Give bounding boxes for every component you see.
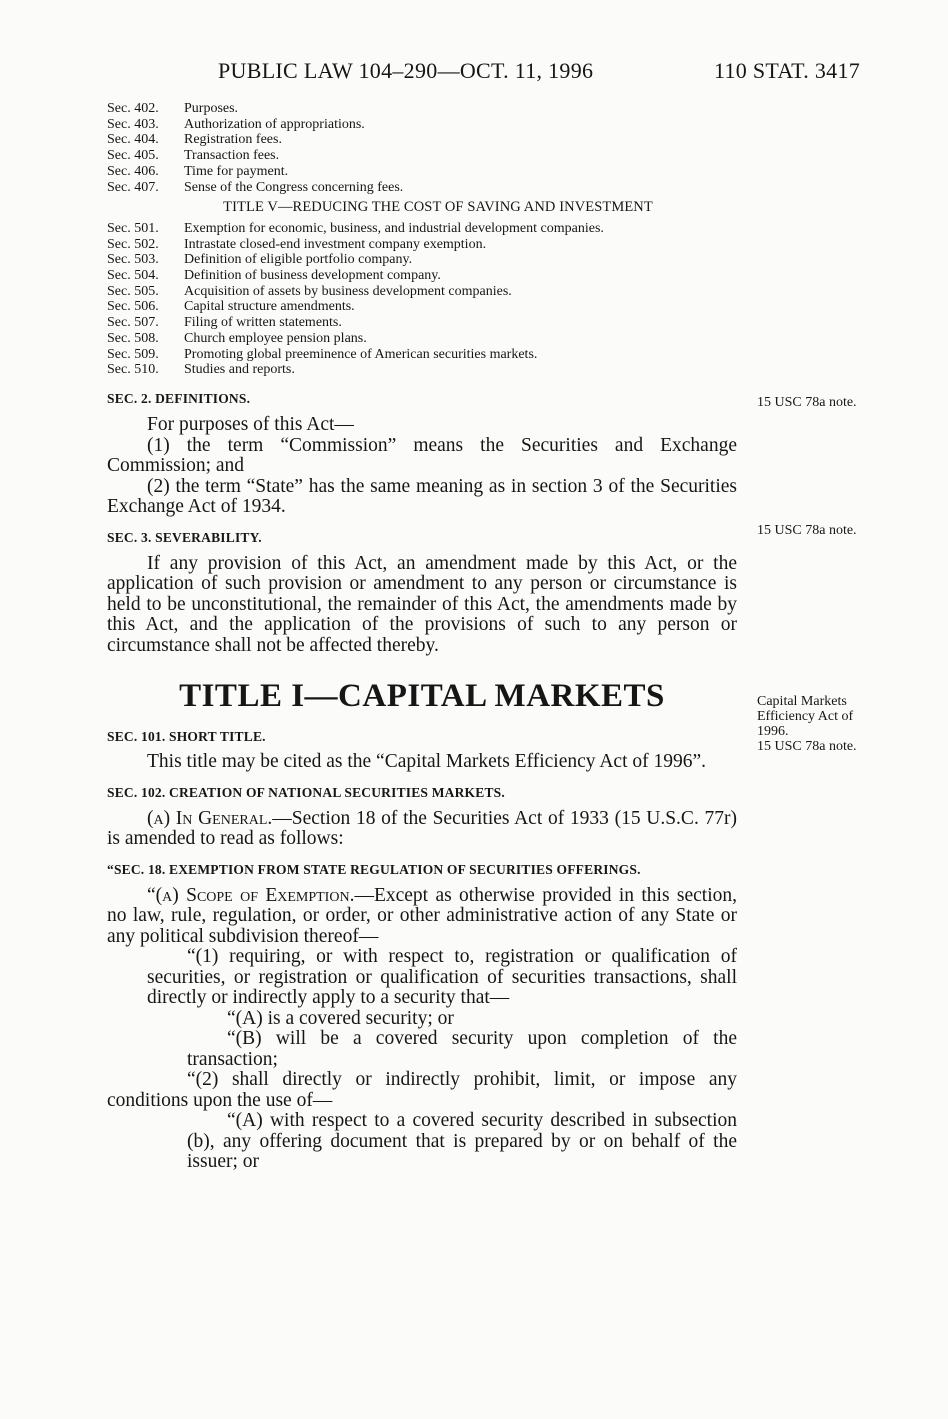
- paragraph-1-b: “(B) will be a covered security upon completion of the transaction;: [187, 1028, 737, 1070]
- section-101-heading: SEC. 101. SHORT TITLE.: [107, 729, 266, 744]
- margin-note-sec3: 15 USC 78a note.: [757, 523, 857, 538]
- section-102-a-text: —Section 18 of the Securities Act of 1933 (15 U.S.C. 77r) is amended to read as follows:: [107, 807, 737, 849]
- margin-note-sec2: 15 USC 78a note.: [757, 395, 857, 410]
- section-2-item-2: (2) the term “State” has the same meaning as in section 3 of the Securities Exchange Act of 1934.: [107, 475, 737, 517]
- running-header: [0, 58, 948, 88]
- toc-item: Sec. 505. Acquisition of assets by business development companies.: [107, 283, 512, 299]
- paragraph-1-a: “(A) is a covered security; or: [227, 1007, 454, 1029]
- section-3-text: If any provision of this Act, an amendment made by this Act, or the application of such provision or amendment to any person or circumstance is held to be unconstitutional, the remainder of this Act, the amendments made by this Act, and the application of the provisions of such to any person or circumstance shall not be affected thereby.: [107, 552, 737, 656]
- paragraph-2-a: “(A) with respect to a covered security described in subsection (b), any offering document that is prepared by or on behalf of the issuer; or: [187, 1110, 737, 1172]
- statute-body: [107, 385, 737, 1173]
- paragraph-2: “(2) shall directly or indirectly prohibit, limit, or impose any conditions upon the use of—: [107, 1069, 737, 1111]
- toc-item: Sec. 503. Definition of eligible portfolio company.: [107, 252, 413, 268]
- toc-item: Sec. 502. Intrastate closed-end investment company exemption.: [107, 236, 487, 252]
- toc-item: Sec. 501. Exemption for economic, business, and industrial development companies.: [107, 220, 604, 236]
- table-of-contents: [107, 101, 747, 378]
- section-101-text: This title may be cited as the “Capital Markets Efficiency Act of 1996”.: [147, 751, 707, 772]
- toc-item: Sec. 407. Sense of the Congress concerning fees.: [107, 179, 404, 195]
- margin-note-line: Capital Markets: [757, 694, 847, 709]
- toc-item: Sec. 510. Studies and reports.: [107, 362, 295, 378]
- scope-label: “(a) Scope of Exemption.: [147, 884, 355, 906]
- toc-item: Sec. 402. Purposes.: [107, 101, 239, 116]
- section-3-heading: SEC. 3. SEVERABILITY.: [107, 529, 262, 545]
- section-18-heading: “SEC. 18. EXEMPTION FROM STATE REGULATION OF SECURITIES OFFERINGS.: [107, 861, 641, 877]
- title-i-heading: TITLE I—CAPITAL MARKETS: [179, 678, 665, 714]
- margin-note-line: 1996.: [757, 724, 789, 739]
- toc-item: Sec. 504. Definition of business development company.: [107, 268, 441, 284]
- toc-item: Sec. 509. Promoting global preeminence of American securities markets.: [107, 346, 538, 362]
- toc-item: Sec. 405. Transaction fees.: [107, 148, 280, 164]
- toc-item: Sec. 403. Authorization of appropriations.: [107, 116, 365, 132]
- section-102-a-label: (a) In General.: [147, 807, 273, 829]
- paragraph-1: “(1) requiring, or with respect to, registration or qualification of securities, or registration or qualification of securities transactions, shall directly or indirectly apply to a security that—: [147, 946, 737, 1008]
- margin-note-line: Efficiency Act of: [757, 709, 854, 724]
- toc-item: Sec. 404. Registration fees.: [107, 132, 282, 148]
- toc-item: Sec. 506. Capital structure amendments.: [107, 299, 355, 315]
- section-2-intro: For purposes of this Act—: [147, 414, 354, 435]
- margin-note-title1: [757, 694, 857, 754]
- toc-item: Sec. 508. Church employee pension plans.: [107, 330, 367, 346]
- margin-note-line: 15 USC 78a note.: [757, 739, 857, 754]
- header-law-citation: PUBLIC LAW 104–290—OCT. 11, 1996: [218, 58, 594, 83]
- scope-of-exemption: [107, 886, 737, 948]
- section-2-item-1: (1) the term “Commission” means the Securities and Exchange Commission; and: [107, 434, 737, 476]
- toc-item: Sec. 406. Time for payment.: [107, 163, 289, 179]
- header-stat-page: 110 STAT. 3417: [714, 58, 861, 83]
- section-2-heading: SEC. 2. DEFINITIONS.: [107, 391, 251, 406]
- toc-title-v: TITLE V—REDUCING THE COST OF SAVING AND INVESTMENT: [223, 199, 653, 216]
- section-102-heading: SEC. 102. CREATION OF NATIONAL SECURITIES MARKETS.: [107, 784, 505, 800]
- toc-item: Sec. 507. Filing of written statements.: [107, 315, 342, 331]
- scope-text: —Except as otherwise provided in this section, no law, rule, regulation, or order, or other administrative action of any State or any political subdivision thereof—: [107, 884, 737, 947]
- section-102-a: [107, 809, 737, 850]
